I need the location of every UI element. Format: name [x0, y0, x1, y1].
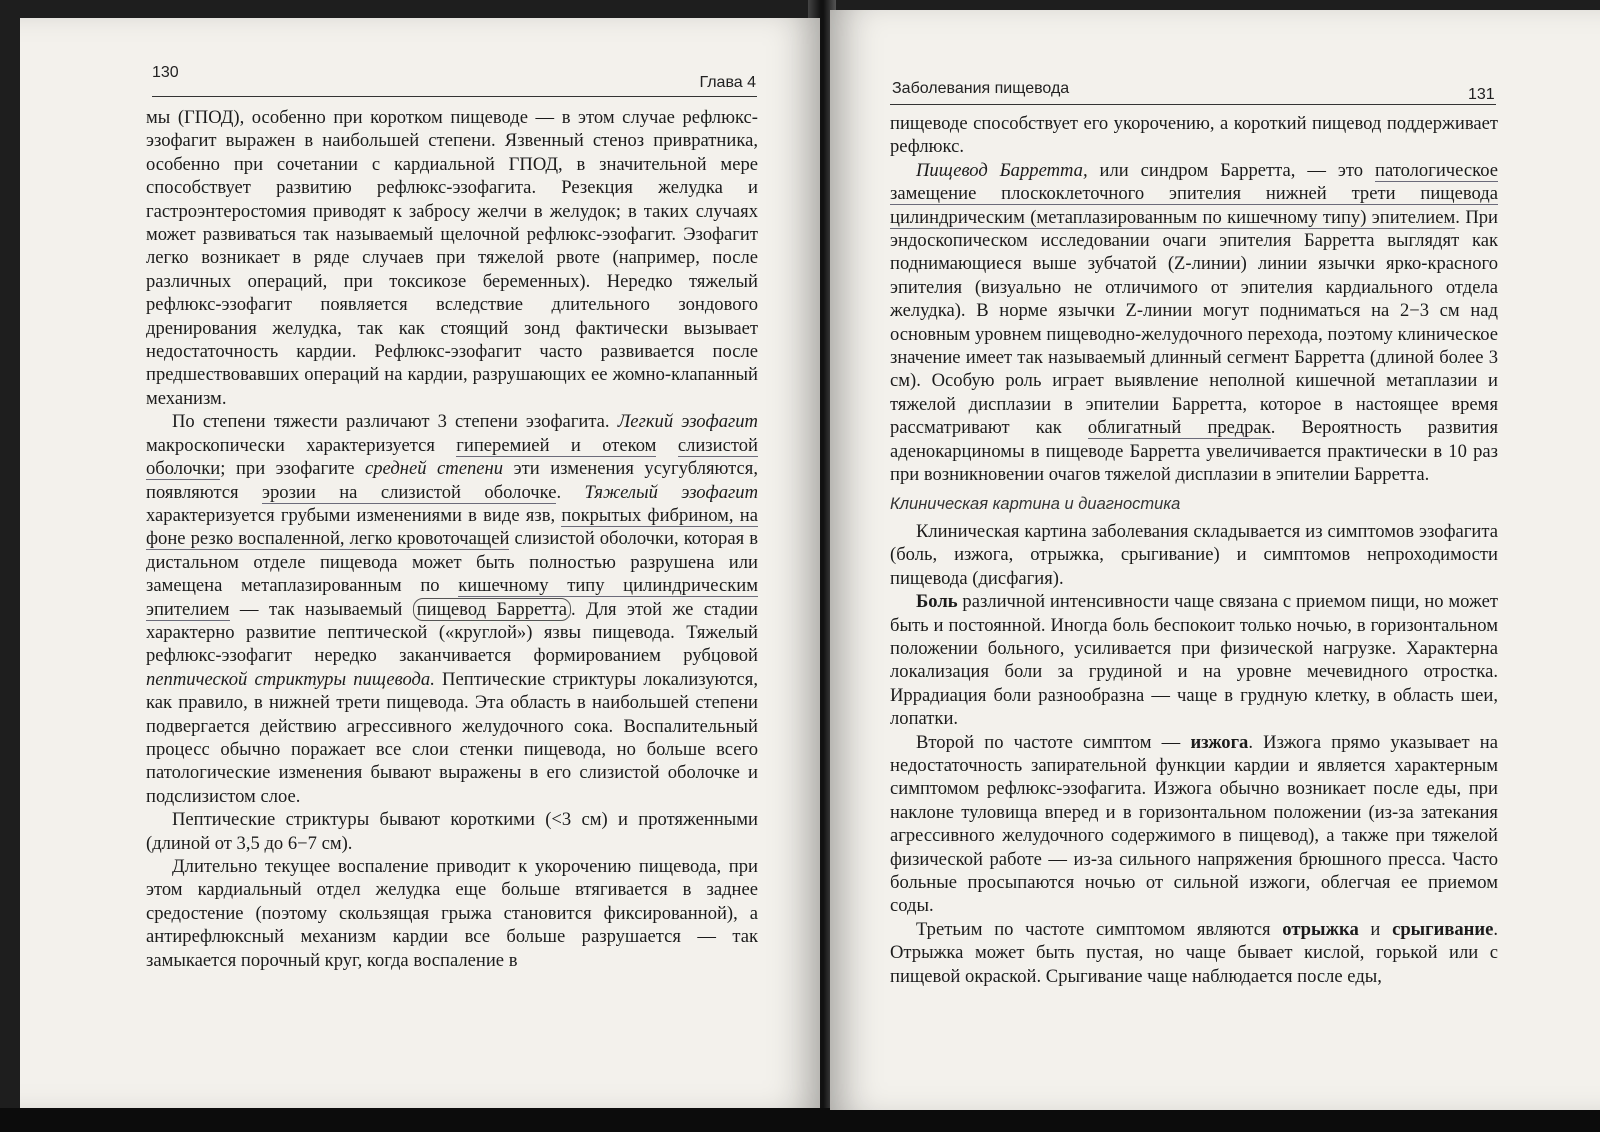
- paragraph: [146, 410, 758, 808]
- left-page-body: [146, 106, 758, 972]
- header-rule-right: [890, 104, 1496, 105]
- text-run: По степени тяжести различают 3 степени эзофагита.: [172, 411, 618, 433]
- text-run: Длительно текущее воспаление приводит к укорочению пищевода, при этом кардиальный отдел желудка еще больше втягивается в заднее средостение (поэтому скользящая грыжа становится фиксированной), а антирефлюксный механизм кардии все больше разрушается — так замыкается порочный круг, когда воспаление в: [146, 856, 758, 971]
- circled-term: пищевод Барретта: [413, 598, 571, 621]
- text-run: .: [556, 481, 585, 503]
- text-run: [656, 435, 677, 456]
- page-number-right: 131: [1468, 86, 1495, 103]
- paragraph: [146, 808, 758, 855]
- running-head-right: Заболевания пищевода: [892, 80, 1070, 97]
- underlined-text: кишечному типу цилиндрическим эпителием: [146, 575, 758, 620]
- text-run: . Вероятность развития аденокарциномы в пищеводе Барретта увеличивается практически в 10 раз при возникновении очагов тяжелой дисплазии в эпителии Барретта.: [890, 417, 1499, 486]
- text-run: . Изжога прямо указывает на недостаточность запирательной функции кардии и является характерным симптомом рефлюкс-эзофагита. Изжога обычно возникает после еды, при наклоне туловища вперед и в горизонтальном положении (из-за затекания агрессивного желудочного содержимого в пищевод), а также при тяжелой физической работе — из-за сильного напряжения брюшного пресса. Часто больные просыпаются ночью от сильной изжоги, облегчая ее приемом соды.: [890, 731, 1498, 917]
- italic-term: средней степени: [365, 458, 504, 480]
- header-rule-left: [152, 96, 757, 97]
- left-page: [20, 18, 820, 1108]
- text-run: характеризуется грубыми изменениями в виде язв,: [146, 504, 562, 526]
- paragraph: [146, 855, 758, 972]
- paragraph: [890, 159, 1498, 487]
- bold-term: изжога: [1190, 731, 1249, 753]
- text-run: пищеводе способствует его укорочению, а короткий пищевод поддерживает рефлюкс.: [890, 113, 1498, 158]
- bold-term: отрыжка: [1282, 918, 1359, 940]
- scan-edge: [0, 1108, 1600, 1132]
- bold-term: Боль: [916, 591, 958, 613]
- text-run: Третьим по частоте симптомом являются: [916, 918, 1283, 940]
- right-page: [830, 10, 1600, 1110]
- text-run: Пептические стриктуры бывают короткими (<3 см) и протяженными (длиной от 3,5 до 6−7 см).: [146, 809, 758, 854]
- paragraph: [890, 112, 1498, 159]
- italic-term: пептической стриктуры пищевода.: [146, 668, 435, 690]
- underlined-text: гиперемией и отеком: [456, 434, 657, 456]
- text-run: или синдром Барретта, — это: [1087, 159, 1375, 181]
- text-run: Второй по частоте симптом —: [916, 731, 1191, 753]
- right-paragraphs-after: [890, 520, 1498, 988]
- text-run: ; при эзофагите: [220, 458, 365, 480]
- paragraph: [890, 520, 1498, 590]
- right-paragraphs-before: [890, 112, 1498, 487]
- text-run: . Для этой же стадии характерно развитие пептической («круглой») язвы пищевода. Тяжелый рефлюкс-эзофагит нередко заканчивается формированием рубцовой: [146, 598, 758, 667]
- underlined-text: покрытых фибрином, на фоне резко воспаленной, легко кровоточащей: [146, 504, 758, 550]
- section-subheading: Клиническая картина и диагностика: [890, 494, 1181, 513]
- underlined-text: слизистой оболочки: [146, 434, 758, 480]
- text-run: Клиническая картина заболевания складывается из симптомов эзофагита (боль, изжога, отрыжка, срыгивание) и симптомов непроходимости пищевода (дисфагия).: [890, 520, 1498, 589]
- text-run: и: [1358, 918, 1393, 940]
- underlined-text: облигатный предрак: [1087, 417, 1271, 439]
- text-run: слизистой оболочки, которая в дистальном отделе пищевода может быть полностью разрушена или замещена метаплазированным по: [146, 528, 758, 597]
- text-run: различной интенсивности чаще связана с приемом пищи, но может быть и постоянной. Иногда боль беспокоит только ночью, в горизонтальном положении больного, усиливается при физической нагрузке. Характерна локализация боли за грудиной и на уровне мечевидного отростка. Иррадиация боли разнообразна — чаще в грудную клетку, в область шеи, лопатки.: [890, 591, 1498, 730]
- underlined-text: эрозии на слизистой оболочке: [262, 481, 557, 503]
- text-run: макроскопически характеризуется: [146, 434, 457, 456]
- text-run: . При эндоскопическом исследовании очаги эпителия Барретта выглядят как поднимающиеся выше зубчатой (Z-линии) линии язычки ярко-красного эпителия (визуально не отличимого от эпителия кардиального отдела желудка). В норме язычки Z-линии могут подниматься на 2−3 см над основным уровнем пищеводно-желудочного перехода, поэтому клиническое значение имеет так называемый длинный сегмент Барретта (длиной более 3 см). Особую роль играет выявление неполной кишечной метаплазии и тяжелой дисплазии в эпителии Барретта, которое в настоящее время рассматривают как: [890, 206, 1498, 439]
- text-run: Пептические стриктуры локализуются, как правило, в нижней трети пищевода. Эта область в наибольшей степени подвергается действию агрессивного желудочного сока. Воспалительный процесс обычно поражает все слои стенки пищевода, но больше всего патологические изменения бывают выражены в его слизистой оболочке и подслизистом слое.: [146, 668, 759, 807]
- underlined-text: патологическое замещение плоскоклеточного эпителия нижней трети пищевода цилиндрическим (метаплазированным по кишечному типу) эпителием: [890, 159, 1498, 228]
- text-run: — так называемый: [229, 598, 413, 620]
- italic-term: Пищевод Барретта,: [916, 159, 1088, 181]
- bold-term: срыгивание: [1392, 918, 1494, 940]
- text-run: мы (ГПОД), особенно при коротком пищеводе — в этом случае рефлюкс-эзофагит выражен в наибольшей степени. Язвенный стеноз привратника, особенно при сочетании с кардиальной ГПОД, в значительной мере способствует развитию рефлюкс-эзофагита. Резекция желудка и гастроэнтеростомия приводят к забросу желчи в желудок; в таких случаях может развиваться так называемый щелочной рефлюкс-эзофагит. Эзофагит легко возникает в ряде случаев при тяжелой рвоте (например, после различных операций, при токсикозе беременных). Нередко тяжелый рефлюкс-эзофагит появляется вследствие длительного зондового дренирования желудка, так как стоящий зонд фактически вызывает недостаточность кардии. Рефлюкс-эзофагит часто развивается после предшествовавших операций на кардии, разрушающих ее жомно-клапанный механизм.: [146, 107, 758, 409]
- page-number-left: 130: [152, 64, 179, 81]
- text-run: эти изменения усугубляются, появляются: [146, 458, 758, 503]
- paragraph: [146, 106, 758, 410]
- running-head-left: Глава 4: [699, 74, 756, 91]
- text-run: . Отрыжка может быть пустая, но чаще бывает кислой, горькой или с пищевой окраской. Срыгивание чаще наблюдается после еды,: [890, 918, 1499, 987]
- right-page-body: [890, 112, 1498, 988]
- italic-term: Легкий эзофагит: [617, 411, 758, 433]
- paragraph: [890, 590, 1498, 730]
- paragraph: [890, 731, 1498, 918]
- paragraph: [890, 918, 1498, 988]
- italic-term: Тяжелый эзофагит: [584, 481, 759, 503]
